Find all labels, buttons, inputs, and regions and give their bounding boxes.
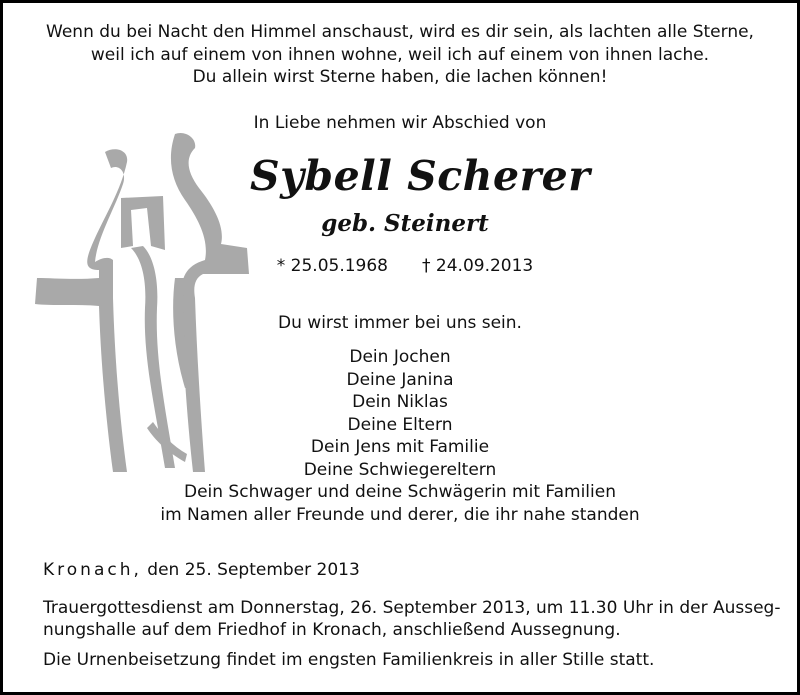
poem-line: Wenn du bei Nacht den Himmel anschaust, wird es dir sein, als lachten alle Sterne, — [46, 22, 754, 42]
mourner: Dein Jochen — [349, 347, 451, 367]
service-line: Trauergottesdienst am Donnerstag, 26. September 2013, um 11.30 Uhr in der Ausseg- — [43, 598, 781, 618]
place-date — [43, 559, 773, 581]
service-info — [43, 597, 781, 641]
poem-line: Du allein wirst Sterne haben, die lachen können! — [192, 67, 608, 87]
promise-text: Du wirst immer bei uns sein. — [278, 313, 522, 333]
intro-text: In Liebe nehmen wir Abschied von — [253, 113, 547, 133]
deceased-name: Sybell Scherer — [250, 152, 591, 200]
burial-info: Die Urnenbeisetzung findet im engsten Familienkreis in aller Stille statt. — [43, 650, 655, 670]
mourner: Dein Jens mit Familie — [310, 437, 490, 457]
mourner: Dein Niklas — [352, 392, 448, 412]
mourner: Deine Schwiegereltern — [303, 459, 497, 480]
poem — [0, 21, 800, 89]
mourner: im Namen aller Freunde und derer, die ihr nahe standen — [160, 504, 640, 525]
birth-date: * 25.05.1968 — [276, 256, 388, 276]
service-line: nungshalle auf dem Friedhof in Kronach, anschließend Aussegnung. — [43, 620, 621, 640]
mourner: Deine Eltern — [347, 414, 453, 435]
life-dates — [250, 255, 560, 277]
mourners-list — [0, 346, 800, 526]
maiden-name: geb. Steinert — [321, 210, 489, 237]
poem-line: weil ich auf einem von ihnen wohne, weil ich auf einem von ihnen lache. — [90, 44, 710, 65]
cross-head — [121, 196, 165, 250]
mourner: Dein Schwager und deine Schwägerin mit Familien — [183, 482, 616, 502]
death-date: † 24.09.2013 — [422, 256, 534, 276]
town: Kronach, — [43, 560, 142, 580]
mourner: Deine Janina — [346, 369, 454, 390]
notice-date: den 25. September 2013 — [147, 560, 360, 580]
